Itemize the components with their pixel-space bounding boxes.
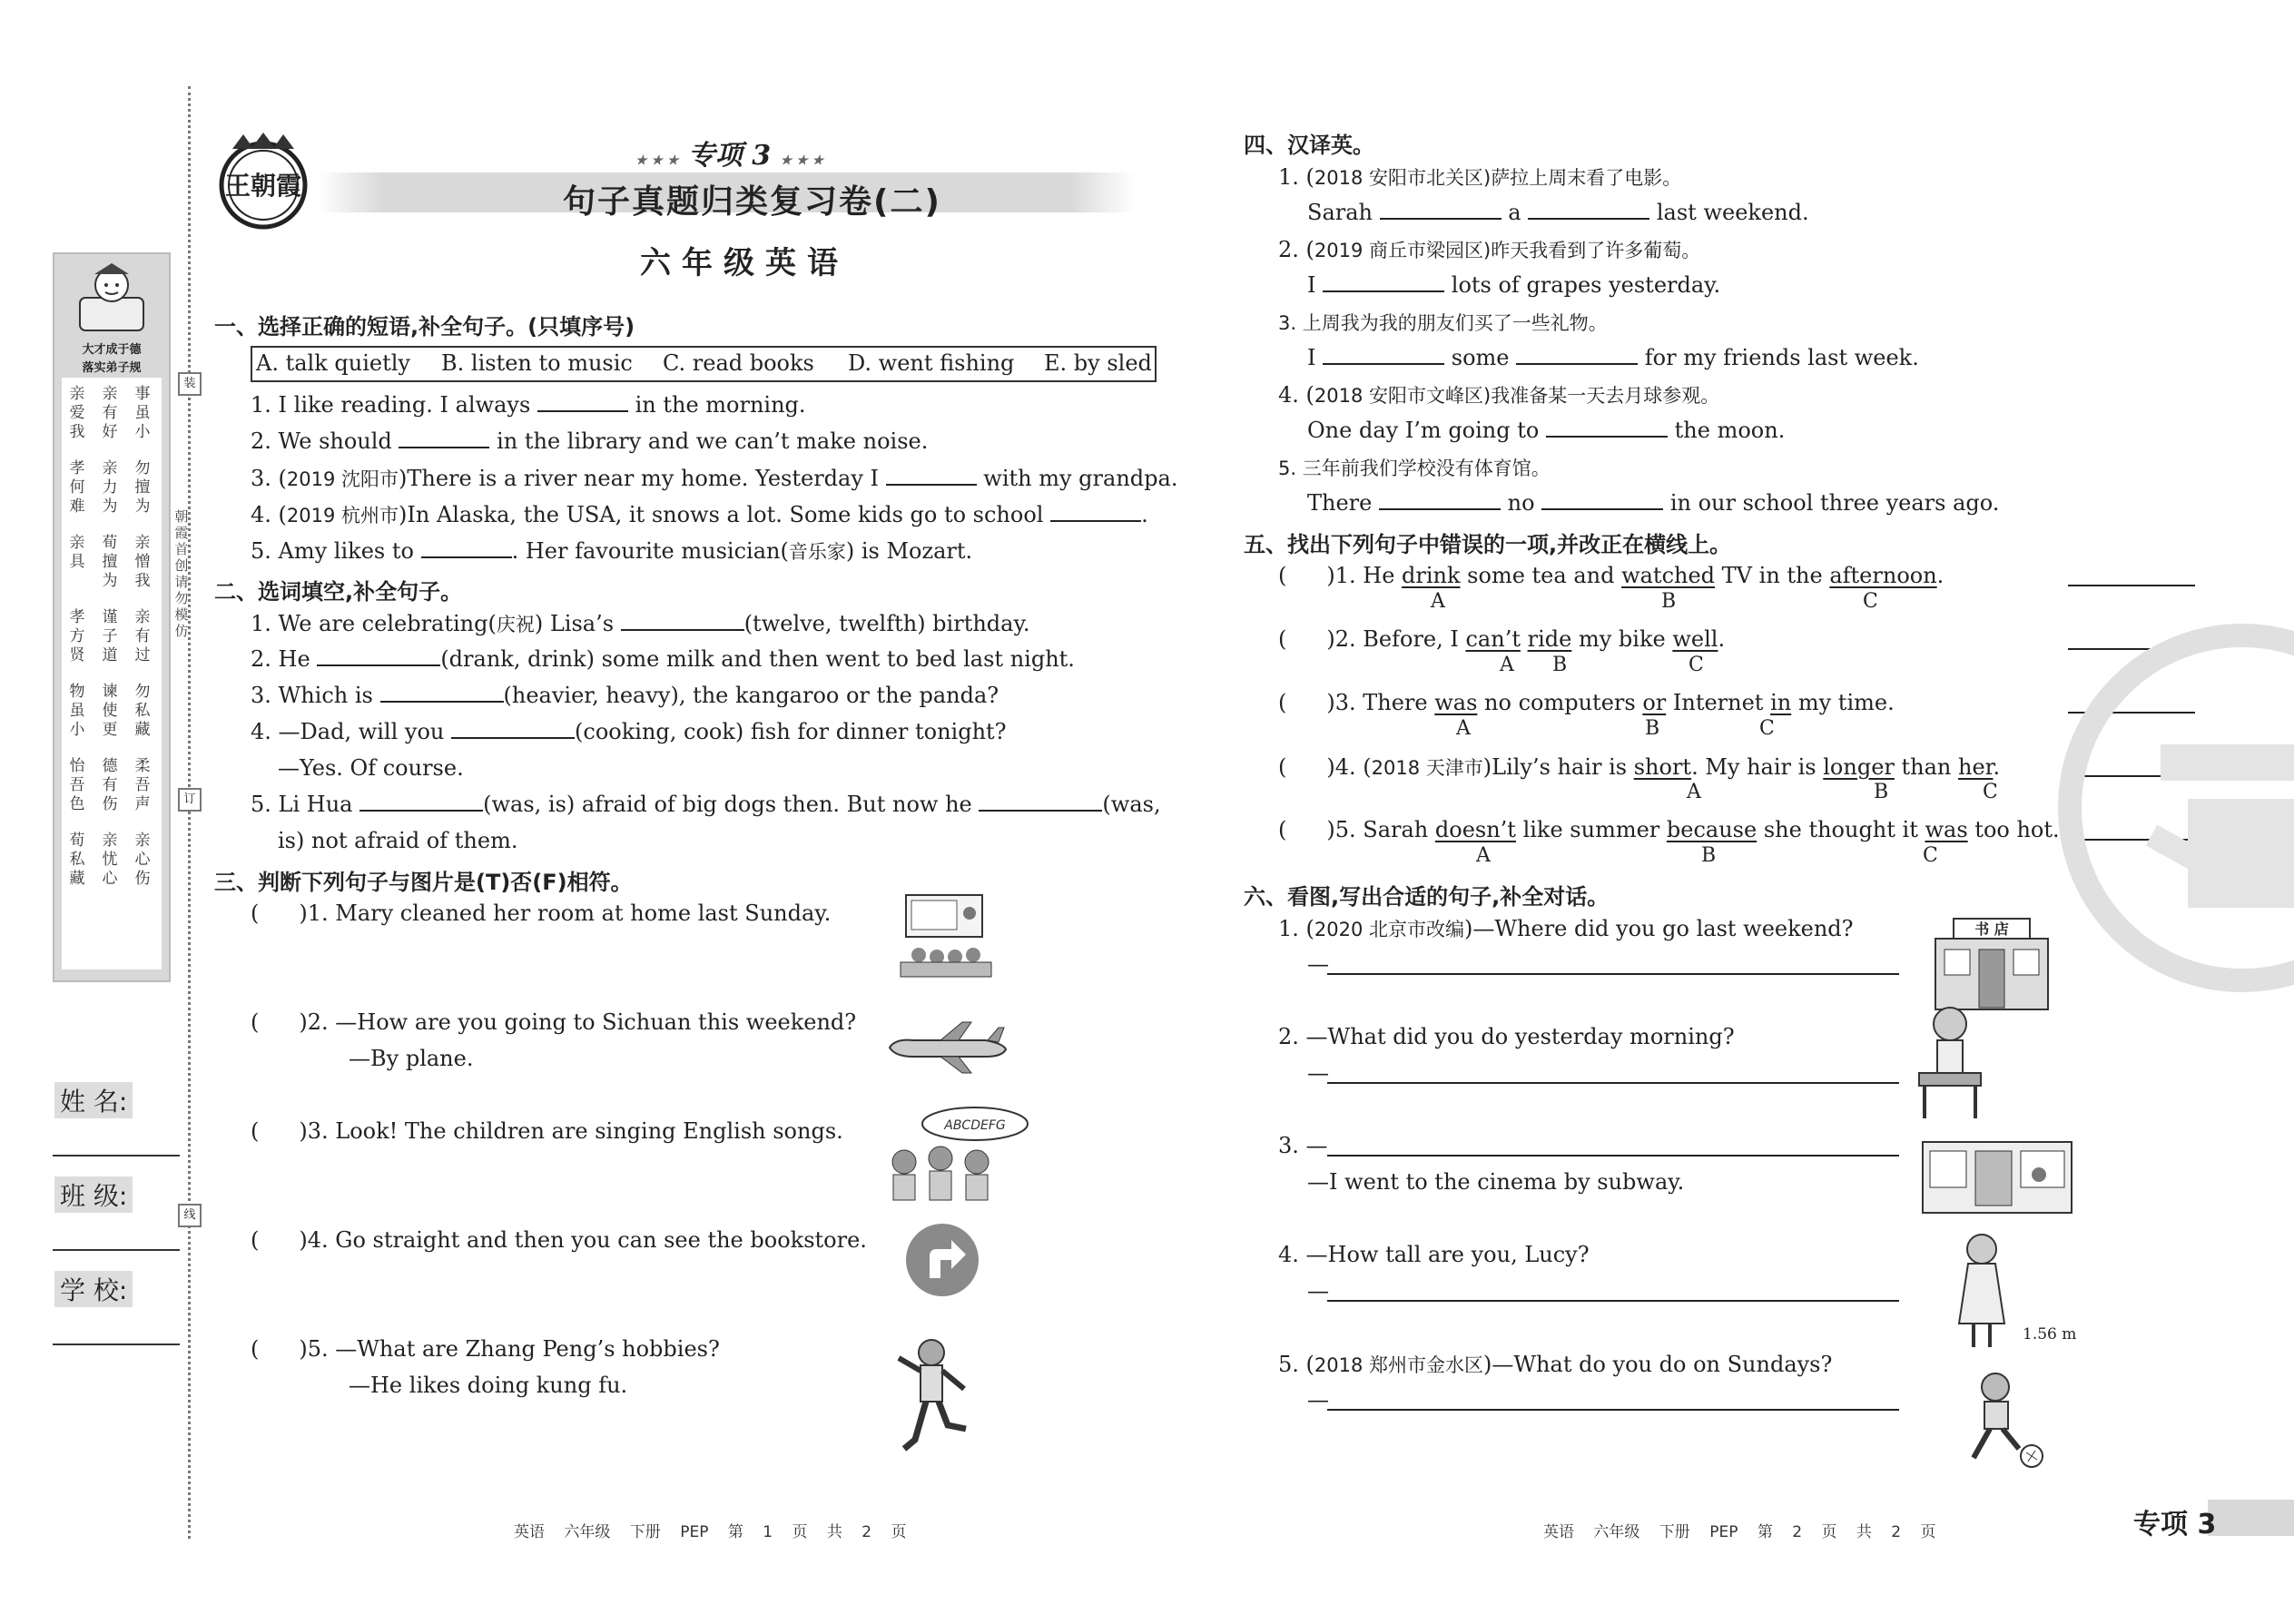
s4-question-1: 1. (2018 安阳市北关区)萨拉上周末看了电影。 <box>1278 164 1682 190</box>
classroom-picture-icon <box>897 891 997 979</box>
verse-col: 亲憎我 <box>134 534 151 590</box>
s2-question-2: 2. He (drank, drink) some milk and then went to bed last night. <box>251 646 1075 672</box>
grade-subtitle: 六年级英语 <box>640 245 849 281</box>
answer-blank[interactable] <box>380 684 504 703</box>
answer-blank[interactable] <box>1323 347 1444 365</box>
section-4-heading: 四、汉译英。 <box>1244 133 1374 158</box>
page-title: 句子真题归类复习卷(二) <box>563 183 941 221</box>
s5-item-4: ( )4. (2018 天津市)Lily’s hair is short. My hair is longer than her. <box>1278 754 2001 780</box>
option-label-a: A <box>1500 654 1514 676</box>
s2-question-5: 5. Li Hua (was, is) afraid of big dogs then. But now he (was, <box>251 792 1161 817</box>
copyright-vertical-note: 朝霞首创 请勿模仿 <box>174 508 189 639</box>
option-e: E. by sled <box>1044 350 1152 376</box>
verse-col: 谏使更 <box>102 683 118 739</box>
s6-question-1: 1. (2020 北京市改编)—Where did you go last weekend? <box>1278 916 1854 941</box>
s2-question-3: 3. Which is (heavier, heavy), the kangaroo or the panda? <box>251 683 999 708</box>
s6-question-4: 4. —How tall are you, Lucy? <box>1278 1242 1590 1267</box>
s5-item-2: ( )2. Before, I can’t ride my bike well. <box>1278 626 1726 652</box>
option-label-a: A <box>1476 844 1491 867</box>
shop-sign-text: 书 店 <box>1974 920 2009 938</box>
answer-blank[interactable] <box>537 394 628 412</box>
s6-reply-3: —I went to the cinema by subway. <box>1307 1169 1685 1195</box>
s3-item-5-reply: —He likes doing kung fu. <box>349 1373 628 1398</box>
answer-blank[interactable] <box>451 721 575 739</box>
section-2-heading: 二、选词填空,补全句子。 <box>214 579 463 605</box>
children-singing-picture-icon <box>877 1104 1031 1204</box>
verse-col: 怡吾色 <box>69 757 85 813</box>
speech-bubble-text: ABCDEFG <box>944 1118 1006 1133</box>
brand-logo-icon <box>211 129 316 234</box>
s6-answer-2-dash: — <box>1307 1060 1329 1086</box>
answer-blank[interactable] <box>1516 347 1638 365</box>
option-label-a: A <box>1456 717 1471 740</box>
answer-blank[interactable] <box>359 793 483 812</box>
section-1-heading: 一、选择正确的短语,补全句子。(只填序号) <box>214 314 635 340</box>
scholar-portrait-icon <box>78 261 145 334</box>
option-label-a: A <box>1687 781 1701 803</box>
verse-col: 亲忧心 <box>102 832 118 888</box>
footer-page-1: 英语 六年级 下册 PEP 第 1 页 共 2 页 <box>514 1523 907 1541</box>
option-label-b: B <box>1874 781 1889 803</box>
verse-col: 谨子道 <box>102 608 118 664</box>
s4-answer-2: I lots of grapes yesterday. <box>1307 272 1721 298</box>
s4-answer-3: I some for my friends last week. <box>1307 345 1919 370</box>
s1-question-5: 5. Amy likes to . Her favourite musician(音乐家) is Mozart. <box>251 538 973 564</box>
option-label-c: C <box>1759 717 1775 740</box>
airplane-icon <box>886 1020 1009 1075</box>
corner-special-label: 专项 3 <box>2133 1509 2217 1540</box>
s2-question-4-reply: —Yes. Of course. <box>278 755 464 781</box>
subway-picture-icon <box>1921 1138 2073 1215</box>
verse-col: 亲有好 <box>102 385 118 441</box>
s5-item-3: ( )3. There was no computers or Internet in my time. <box>1278 690 1895 715</box>
option-label-b: B <box>1661 590 1677 613</box>
answer-blank[interactable] <box>317 648 440 666</box>
s5-item-5: ( )5. Sarah doesn’t like summer because she thought it was too hot. <box>1278 817 2060 842</box>
verse-col: 物虽小 <box>69 683 85 739</box>
s6-question-5: 5. (2018 郑州市金水区)—What do you do on Sundays? <box>1278 1352 1833 1377</box>
height-label: 1.56 m <box>2023 1325 2077 1343</box>
motto-verses <box>62 378 162 969</box>
school-label: 学 校: <box>54 1271 133 1307</box>
name-field[interactable] <box>53 1155 180 1156</box>
class-label: 班 级: <box>54 1176 133 1213</box>
verse-col: 孝方贤 <box>69 608 85 664</box>
option-label-c: C <box>1983 781 1998 803</box>
verse-col: 事虽小 <box>134 385 151 441</box>
kung-fu-boy-icon <box>891 1334 973 1456</box>
option-label-c: C <box>1689 654 1704 676</box>
write-line[interactable] <box>1327 1300 1899 1302</box>
s4-answer-5: There no in our school three years ago. <box>1307 490 2000 516</box>
verse-col: 柔吾声 <box>134 757 151 813</box>
section-3-heading: 三、判断下列句子与图片是(T)否(F)相符。 <box>214 870 633 895</box>
option-label-b: B <box>1645 717 1660 740</box>
s4-answer-1: Sarah a last weekend. <box>1307 200 1809 225</box>
answer-blank[interactable] <box>1323 274 1444 292</box>
s6-answer-1-dash: — <box>1307 951 1329 977</box>
s6-question-3: 3. — <box>1278 1133 1328 1158</box>
s4-question-3: 3. 上周我为我的朋友们买了一些礼物。 <box>1278 312 1608 334</box>
girl-lucy-icon <box>1952 1233 2012 1351</box>
s4-question-5: 5. 三年前我们学校没有体育馆。 <box>1278 458 1551 479</box>
s1-question-1: 1. I like reading. I always in the morning. <box>251 392 806 418</box>
answer-blank[interactable] <box>979 793 1102 812</box>
logo-text: 王朝霞 <box>224 171 302 201</box>
class-field[interactable] <box>53 1249 180 1251</box>
option-b: B. listen to music <box>441 350 633 376</box>
school-field[interactable] <box>53 1343 180 1345</box>
verse-col: 亲爱我 <box>69 385 85 441</box>
fold-mark-xian: 线 <box>178 1204 202 1227</box>
write-line[interactable] <box>1327 1409 1899 1411</box>
bookstore-picture-icon <box>1932 917 2052 1011</box>
verse-col: 亲心伤 <box>134 832 151 888</box>
answer-blank[interactable] <box>399 430 489 448</box>
s2-question-5-cont: is) not afraid of them. <box>278 828 518 853</box>
option-d: D. went fishing <box>848 350 1015 376</box>
write-line[interactable] <box>1327 973 1899 975</box>
motto-line-1: 大才成于德 <box>82 343 142 357</box>
fold-mark-zhuang: 装 <box>178 372 202 396</box>
answer-blank[interactable] <box>621 613 744 631</box>
boy-playing-football-icon <box>1955 1371 2046 1471</box>
section-6-heading: 六、看图,写出合适的句子,补全对话。 <box>1244 884 1610 910</box>
corner-bar <box>2208 1500 2294 1536</box>
verse-col: 亲具 <box>69 534 85 571</box>
answer-blank[interactable] <box>886 468 977 486</box>
s6-answer-5-dash: — <box>1307 1387 1329 1412</box>
verse-col: 勿擅为 <box>134 459 151 516</box>
s4-question-2: 2. (2019 商丘市梁园区)昨天我看到了许多葡萄。 <box>1278 237 1701 262</box>
option-label-c: C <box>1863 590 1878 613</box>
verse-col: 亲力为 <box>102 459 118 516</box>
s4-question-4: 4. (2018 安阳市文峰区)我准备某一天去月球参观。 <box>1278 382 1720 408</box>
s3-item-2-reply: —By plane. <box>349 1046 474 1071</box>
s1-question-3: 3. (2019 沈阳市)There is a river near my home. Yesterday I with my grandpa. <box>251 466 1178 491</box>
answer-blank[interactable] <box>1541 492 1663 510</box>
s1-question-2: 2. We should in the library and we can’t make noise. <box>251 428 929 454</box>
s3-item-2: ( )2. —How are you going to Sichuan this weekend? <box>251 1009 857 1035</box>
fold-mark-ding: 订 <box>178 788 202 812</box>
s3-item-4: ( )4. Go straight and then you can see the bookstore. <box>251 1227 867 1253</box>
footer-page-2: 英语 六年级 下册 PEP 第 2 页 共 2 页 <box>1543 1523 1936 1541</box>
answer-blank[interactable] <box>1546 419 1668 438</box>
name-label: 姓 名: <box>54 1082 133 1118</box>
s2-question-4: 4. —Dad, will you (cooking, cook) fish for dinner tonight? <box>251 719 1007 744</box>
verse-col: 德有伤 <box>102 757 118 813</box>
s3-item-1: ( )1. Mary cleaned her room at home last Sunday. <box>251 901 832 926</box>
answer-blank[interactable] <box>1050 504 1141 522</box>
s6-answer-4-dash: — <box>1307 1278 1329 1304</box>
option-label-c: C <box>1923 844 1938 867</box>
s6-question-2: 2. —What did you do yesterday morning? <box>1278 1024 1735 1049</box>
option-c: C. read books <box>663 350 814 376</box>
secret-seal-stamp <box>2052 617 2294 999</box>
verse-col: 勿私藏 <box>134 683 151 739</box>
verse-col: 荀私藏 <box>69 832 85 888</box>
write-line[interactable] <box>1327 1082 1899 1084</box>
option-label-a: A <box>1431 590 1445 613</box>
motto-panel <box>53 252 171 982</box>
verse-col: 孝何难 <box>69 459 85 516</box>
answer-blank[interactable] <box>1379 492 1501 510</box>
turn-right-sign-icon <box>904 1222 980 1298</box>
option-a: A. talk quietly <box>256 350 410 376</box>
options-box <box>251 346 1157 382</box>
verse-col: 荀擅为 <box>102 534 118 590</box>
s3-item-5: ( )5. —What are Zhang Peng’s hobbies? <box>251 1336 720 1362</box>
answer-blank[interactable] <box>1380 202 1501 220</box>
option-label-b: B <box>1552 654 1568 676</box>
answer-blank[interactable] <box>1528 202 1649 220</box>
s1-question-4: 4. (2019 杭州市)In Alaska, the USA, it snows a lot. Some kids go to school . <box>251 502 1148 527</box>
s4-answer-4: One day I’m going to the moon. <box>1307 418 1786 443</box>
option-label-b: B <box>1701 844 1717 867</box>
girl-cleaning-desk-icon <box>1914 1004 1986 1122</box>
special-label: ★ ★ ★ 专项 3 ★ ★ ★ <box>635 140 824 172</box>
binding-dotted-line <box>188 86 191 1539</box>
section-5-heading: 五、找出下列句子中错误的一项,并改正在横线上。 <box>1244 532 1732 557</box>
verse-col: 亲有过 <box>134 608 151 664</box>
s3-item-3: ( )3. Look! The children are singing English songs. <box>251 1118 843 1144</box>
correction-line[interactable] <box>2068 585 2195 586</box>
s2-question-1: 1. We are celebrating(庆祝) Lisa’s (twelve, twelfth) birthday. <box>251 611 1030 636</box>
motto-line-2: 落实弟子规 <box>82 361 142 375</box>
answer-blank[interactable] <box>421 540 512 558</box>
write-line[interactable] <box>1327 1155 1899 1156</box>
s5-item-1: ( )1. He drink some tea and watched TV in the afternoon. <box>1278 563 1944 588</box>
